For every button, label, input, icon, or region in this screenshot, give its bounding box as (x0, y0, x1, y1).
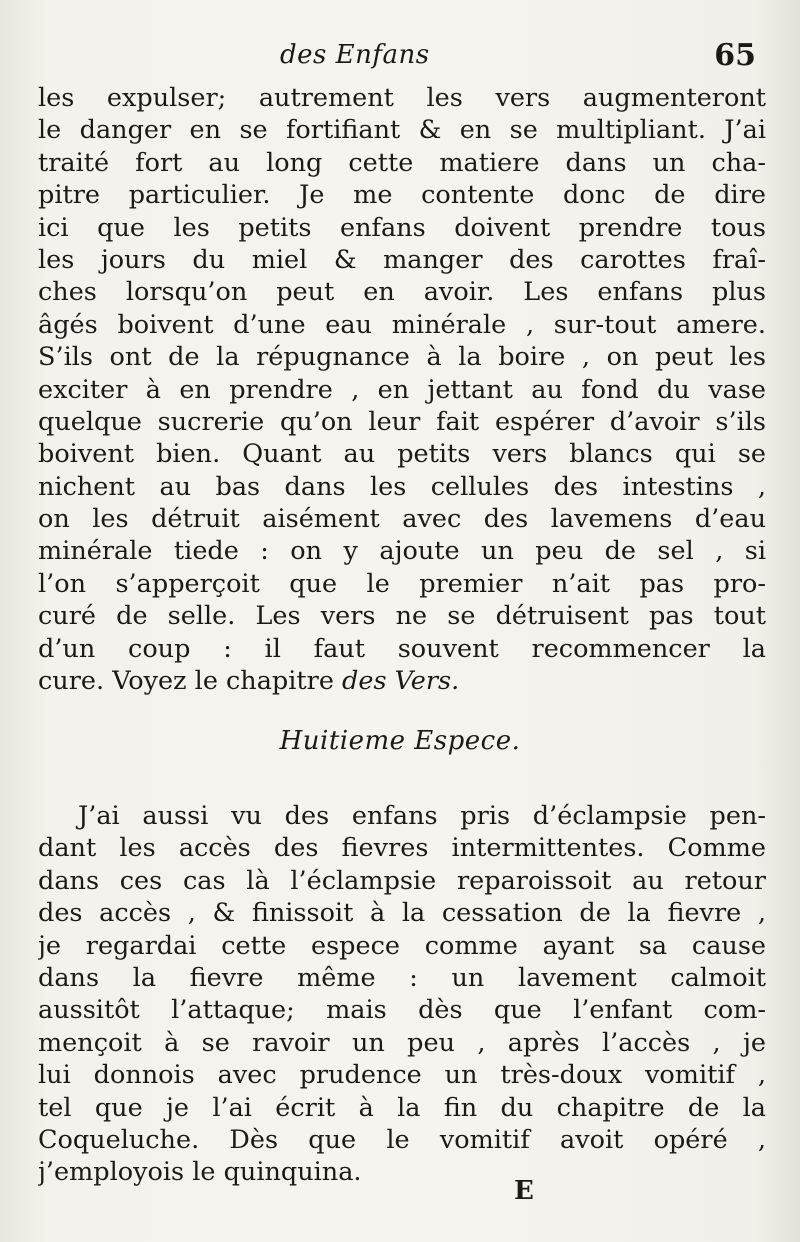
text-line: lui donnois avec prudence un très-doux vomitif , (38, 1060, 766, 1091)
text-line: dant les accès des fievres intermittentes. Comme (38, 833, 766, 864)
text-line: aussitôt l’attaque; mais dès que l’enfant com- (38, 995, 766, 1026)
text-line: traité fort au long cette matiere dans un cha- (38, 147, 766, 178)
text-line: le danger en se fortifiant & en se multipliant. J’ai (38, 115, 766, 146)
text-line: dans la fievre même : un lavement calmoit (38, 962, 766, 993)
text-line: S’ils ont de la répugnance à la boire , on peut les (38, 342, 766, 373)
text-line: exciter à en prendre , en jettant au fond du vase (38, 374, 766, 405)
text-line: pitre particulier. Je me contente donc de dire (38, 180, 766, 211)
chapter-reference: des Vers. (342, 666, 460, 697)
text-line: tel que je l’ai écrit à la fin du chapitre de la (38, 1092, 766, 1123)
section-heading: Huitieme Espece. (279, 726, 521, 756)
text-line: minérale tiede : on y ajoute un peu de sel , si (38, 536, 766, 567)
text-line: âgés boivent d’une eau minérale , sur-tout amere. (38, 309, 766, 340)
text-line-indented: J’ai aussi vu des enfans pris d’éclampsie pen- (78, 801, 766, 831)
text-line: boivent bien. Quant au petits vers blancs qui se (38, 439, 766, 470)
text-line: ici que les petits enfans doivent prendre tous (38, 212, 766, 243)
running-head (40, 40, 760, 80)
text-line-roman: cure. Voyez le chapitre (38, 666, 343, 697)
text-line: les expulser; autrement les vers augmenteront (38, 83, 766, 113)
text-line: quelque sucrerie qu’on leur fait espérer d’avoir s’ils (38, 406, 766, 437)
text-line: les jours du miel & manger des carottes fraî- (38, 244, 766, 275)
text-line: curé de selle. Les vers ne se détruisent pas tout (38, 601, 766, 632)
signature-mark: E (514, 1176, 534, 1206)
page-number: 65 (714, 38, 756, 73)
text-line-last (38, 665, 766, 697)
text-line: ches lorsqu’on peut en avoir. Les enfans plus (38, 277, 766, 308)
text-line: d’un coup : il faut souvent recommencer la (38, 633, 766, 664)
text-line: on les détruit aisément avec des lavemens d’eau (38, 504, 766, 535)
text-line-last: j’employois le quinquina. (38, 1157, 362, 1188)
text-line: Coqueluche. Dès que le vomitif avoit opéré , (38, 1124, 766, 1155)
paragraph-2 (38, 800, 766, 1189)
text-line: l’on s’apperçoit que le premier n’ait pas pro- (38, 568, 766, 599)
running-title: des Enfans (280, 40, 430, 70)
text-line: dans ces cas là l’éclampsie reparoissoit au retour (38, 865, 766, 896)
text-line: je regardai cette espece comme ayant sa cause (38, 930, 766, 961)
text-line: nichent au bas dans les cellules des intestins , (38, 471, 766, 502)
paragraph-1 (38, 82, 766, 697)
text-line: mençoit à se ravoir un peu , après l’accès , je (38, 1027, 766, 1058)
text-line: des accès , & finissoit à la cessation de la fievre , (38, 898, 766, 929)
